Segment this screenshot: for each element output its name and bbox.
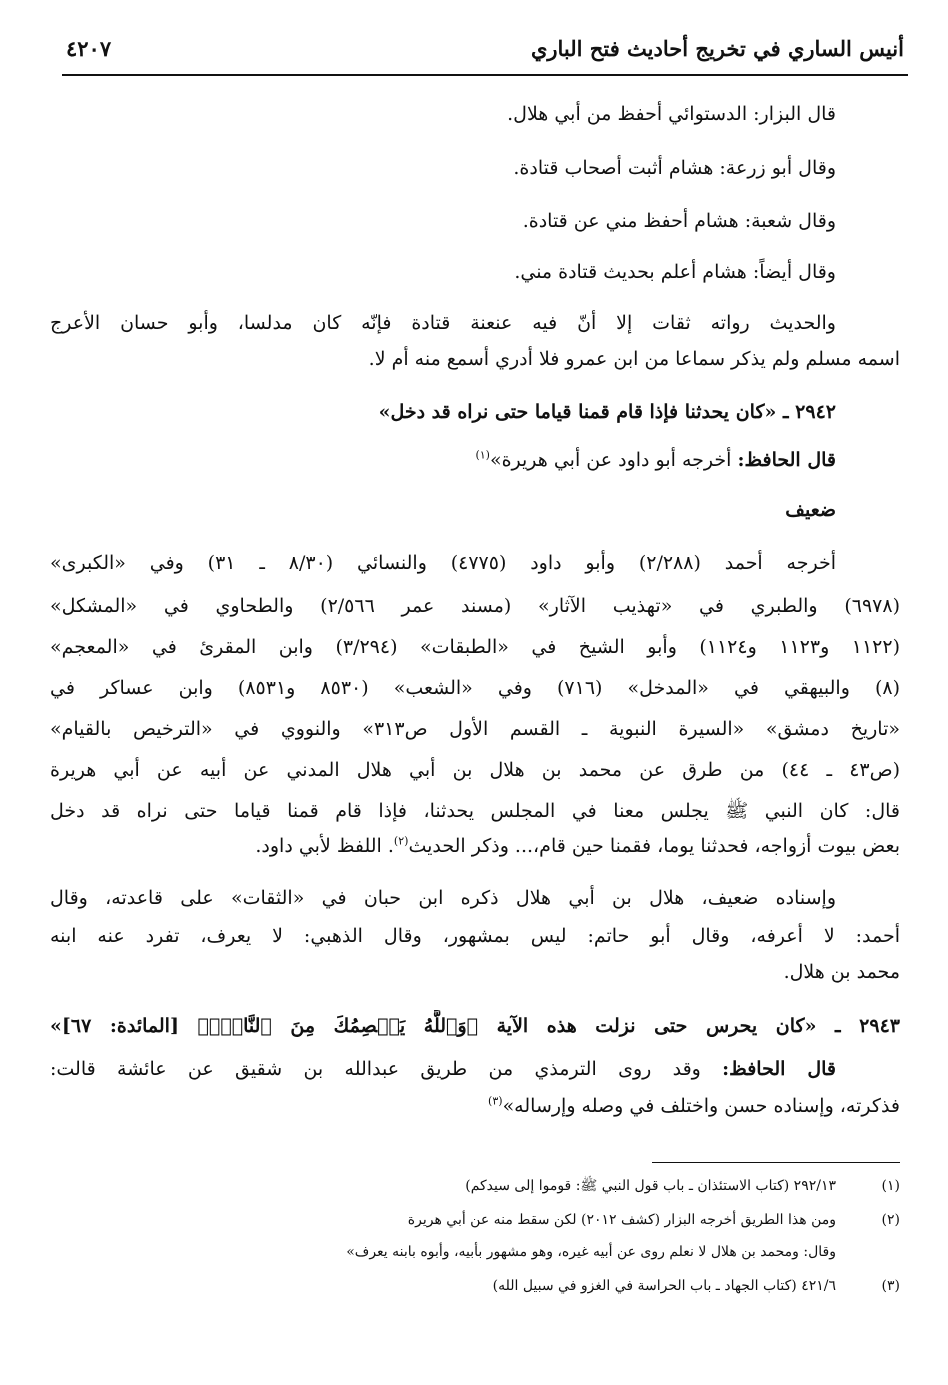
hafiz-line-2 — [50, 1053, 836, 1085]
footnote-number: (١) — [881, 1178, 900, 1194]
footnote-ref: (٣) — [488, 1094, 503, 1108]
hafiz-text: وقد روى الترمذي من طريق عبدالله بن شقيق عن عائشة قالت: — [50, 1058, 701, 1080]
text-line: (٦٩٧٨) والطبري في «تهذيب الآثار» (مسند عمر ٢/٥٦٦) والطحاوي في «المشكل» — [50, 595, 900, 617]
footnote-text: ٤٢١/٦ (كتاب الجهاد ـ باب الحراسة في الغزو في سبيل الله) — [492, 1278, 836, 1294]
running-header-title: أنيس الساري في تخريج أحاديث فتح الباري — [530, 36, 904, 61]
text-line: قال: كان النبي ﷺ يجلس معنا في المجلس يحدثنا، فإذا قام قمنا قياما حتى نراه قد دخل — [50, 800, 900, 822]
text-line — [50, 1090, 900, 1122]
footnote-ref: (١) — [475, 448, 490, 462]
grade-label: ضعيف — [785, 499, 836, 521]
text-line: اسمه مسلم ولم يذكر سماعا من ابن عمرو فلا أدري أسمع منه أم لا. — [368, 348, 900, 370]
footnote-text: وقال: ومحمد بن هلال لا نعلم روى عن أبيه غيره، وهو مشهور بأبيه، وأبوه بابنه يعرف» — [346, 1244, 836, 1260]
header-rule — [62, 74, 908, 76]
hafiz-line-1 — [475, 444, 836, 476]
hadith-heading-2943: ٢٩٤٣ ـ «كان يحرس حتى نزلت هذه الآية ﴿وَٱللَّهُ يَعۡصِمُكَ مِنَ ٱلنَّاسِۗ﴾ [المائدة: ٦٧]» — [50, 1015, 900, 1037]
text-line: وقال شعبة: هشام أحفظ مني عن قتادة. — [522, 210, 836, 232]
text-line: أحمد: لا أعرفه، وقال أبو حاتم: ليس بمشهور، وقال الذهبي: لا يعرف، تفرد عنه ابنه — [50, 925, 900, 947]
hafiz-label: قال الحافظ: — [722, 1058, 836, 1080]
text-span: . اللفظ لأبي داود. — [255, 835, 394, 857]
footnote-text: ٢٩٢/١٣ (كتاب الاستئذان ـ باب قول النبي ﷺ: قوموا إلى سيدكم) — [465, 1178, 836, 1194]
text-line: وإسناده ضعيف، هلال بن أبي هلال ذكره ابن حبان في «الثقات» على قاعدته، وقال — [50, 887, 836, 909]
footnote-text: ومن هذا الطريق أخرجه البزار (كشف ٢٠١٢) لكن سقط منه عن أبي هريرة — [407, 1212, 836, 1228]
text-line: (١١٢٢ و١١٢٣ و١١٢٤) وأبو الشيخ في «الطبقات» (٣/٢٩٤) وابن المقرئ في «المعجم» — [50, 636, 900, 658]
footnote-number: (٢) — [881, 1212, 900, 1228]
text-line: قال البزار: الدستوائي أحفظ من أبي هلال. — [507, 103, 836, 125]
hafiz-text: أخرجه أبو داود عن أبي هريرة» — [489, 449, 732, 471]
text-line: (ص٤٣ ـ ٤٤) من طرق عن محمد بن هلال بن أبي هلال المدني عن أبيه عن أبي هريرة — [50, 759, 900, 781]
text-line: محمد بن هلال. — [783, 961, 900, 983]
text-span: بعض بيوت أزواجه، فحدثنا يوما، فقمنا حين قام،... وذكر الحديث — [408, 835, 900, 857]
text-line: والحديث رواته ثقات إلا أنّ فيه عنعنة قتادة فإنّه كان مدلسا، وأبو حسان الأعرج — [50, 312, 836, 334]
text-line: (٨) والبيهقي في «المدخل» (٧١٦) وفي «الشعب» (٨٥٣٠ و٨٥٣١) وابن عساكر في — [50, 677, 900, 699]
hadith-heading-2942: ٢٩٤٢ ـ «كان يحدثنا فإذا قام قمنا قياما حتى نراه قد دخل» — [378, 401, 836, 423]
footnote-ref: (٢) — [393, 834, 409, 848]
hafiz-label: قال الحافظ: — [737, 449, 836, 471]
text-line — [50, 830, 900, 862]
footnote-number: (٣) — [881, 1278, 900, 1294]
text-line: أخرجه أحمد (٢/٢٨٨) وأبو داود (٤٧٧٥) والنسائي (٨/٣٠ ـ ٣١) وفي «الكبرى» — [50, 552, 836, 574]
page-number: ٤٢٠٧ — [66, 36, 112, 61]
text-line: «تاريخ دمشق» «السيرة النبوية ـ القسم الأول ص٣١٣» والنووي في «الترخيص بالقيام» — [50, 718, 900, 740]
text-line: وقال أيضاً: هشام أعلم بحديث قتادة مني. — [514, 261, 836, 283]
footnote-rule — [652, 1162, 900, 1163]
text-span: فذكرته، وإسناده حسن واختلف في وصله وإرساله» — [502, 1095, 900, 1117]
text-line: وقال أبو زرعة: هشام أثبت أصحاب قتادة. — [513, 157, 836, 179]
